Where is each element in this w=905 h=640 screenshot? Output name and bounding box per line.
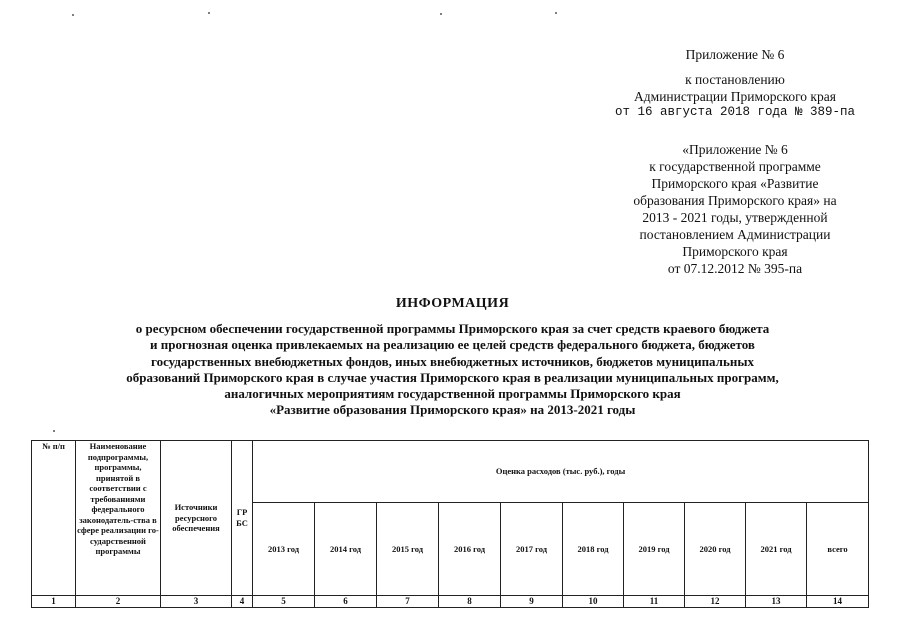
scan-speck [208, 12, 210, 14]
column-number: 13 [746, 595, 807, 607]
column-number: 2 [76, 595, 161, 607]
scan-speck [53, 430, 55, 432]
header-year: 2021 год [746, 503, 807, 596]
quoted-line: «Приложение № 6 [682, 142, 788, 157]
header-year: 2020 год [685, 503, 746, 596]
appendix-resolution: к постановлению [685, 72, 785, 87]
subtitle-line: государственных внебюджетных фондов, иных внебюджетных источников, бюджетов муниципальных [151, 353, 754, 369]
quoted-line: Приморского края [682, 244, 788, 259]
resource-table [31, 440, 869, 608]
subtitle-line: «Развитие образования Приморского края» на 2013-2021 годы [269, 402, 636, 418]
appendix-administration: Администрации Приморского края [634, 89, 836, 104]
column-number: 9 [501, 595, 563, 607]
header-subprogram-name: Наименование подпрограммы, программы, принятой в соответствии с требованиями федерального законодатель-ства в сфере реализации го-сударственной программы [76, 441, 161, 596]
header-year: 2016 год [439, 503, 501, 596]
quoted-appendix-block [610, 141, 860, 277]
document-subtitle [30, 321, 875, 419]
quoted-line: постановлением Администрации [639, 227, 831, 242]
subtitle-line: о ресурсном обеспечении государственной программы Приморского края за счет средств краевого бюджета [135, 321, 770, 336]
column-number: 8 [439, 595, 501, 607]
column-number: 7 [377, 595, 439, 607]
scan-speck [440, 13, 442, 15]
subtitle-line: образований Приморского края в случае участия Приморского края в реализации муниципальных программ, [126, 369, 779, 385]
scan-speck [72, 14, 74, 16]
quoted-line: к государственной программе [649, 159, 821, 174]
quoted-line: образования Приморского края» на [633, 193, 837, 208]
appendix-date: от 16 августа 2018 года № 389-па [614, 105, 856, 119]
quoted-line: 2013 - 2021 годы, утвержденной [642, 210, 828, 225]
header-year: 2017 год [501, 503, 563, 596]
scan-speck [555, 12, 557, 14]
header-expense-estimate: Оценка расходов (тыс. руб.), годы [253, 441, 869, 503]
subtitle-line: аналогичных мероприятиям государственной программы Приморского края [224, 386, 681, 402]
column-number: 12 [685, 595, 746, 607]
quoted-line: от 07.12.2012 № 395-па [667, 261, 803, 276]
header-year: 2019 год [624, 503, 685, 596]
header-sources: Источники ресурсного обеспечения [161, 441, 232, 596]
column-number: 10 [563, 595, 624, 607]
header-year: 2014 год [315, 503, 377, 596]
header-year: 2015 год [377, 503, 439, 596]
header-number: № п/п [32, 441, 76, 596]
header-total: всего [807, 503, 869, 596]
column-number: 4 [232, 595, 253, 607]
subtitle-line: и прогнозная оценка привлекаемых на реализацию ее целей средств федерального бюджета, бюджетов [150, 337, 755, 353]
appendix-number: Приложение № 6 [685, 47, 785, 62]
column-number: 11 [624, 595, 685, 607]
header-grbs: ГР БС [232, 441, 253, 596]
quoted-line: Приморского края «Развитие [651, 176, 819, 191]
column-number: 3 [161, 595, 232, 607]
column-number: 14 [807, 595, 869, 607]
header-year: 2018 год [563, 503, 624, 596]
header-year: 2013 год [253, 503, 315, 596]
column-number: 1 [32, 595, 76, 607]
column-number: 5 [253, 595, 315, 607]
document-title: ИНФОРМАЦИЯ [395, 296, 510, 311]
column-number: 6 [315, 595, 377, 607]
